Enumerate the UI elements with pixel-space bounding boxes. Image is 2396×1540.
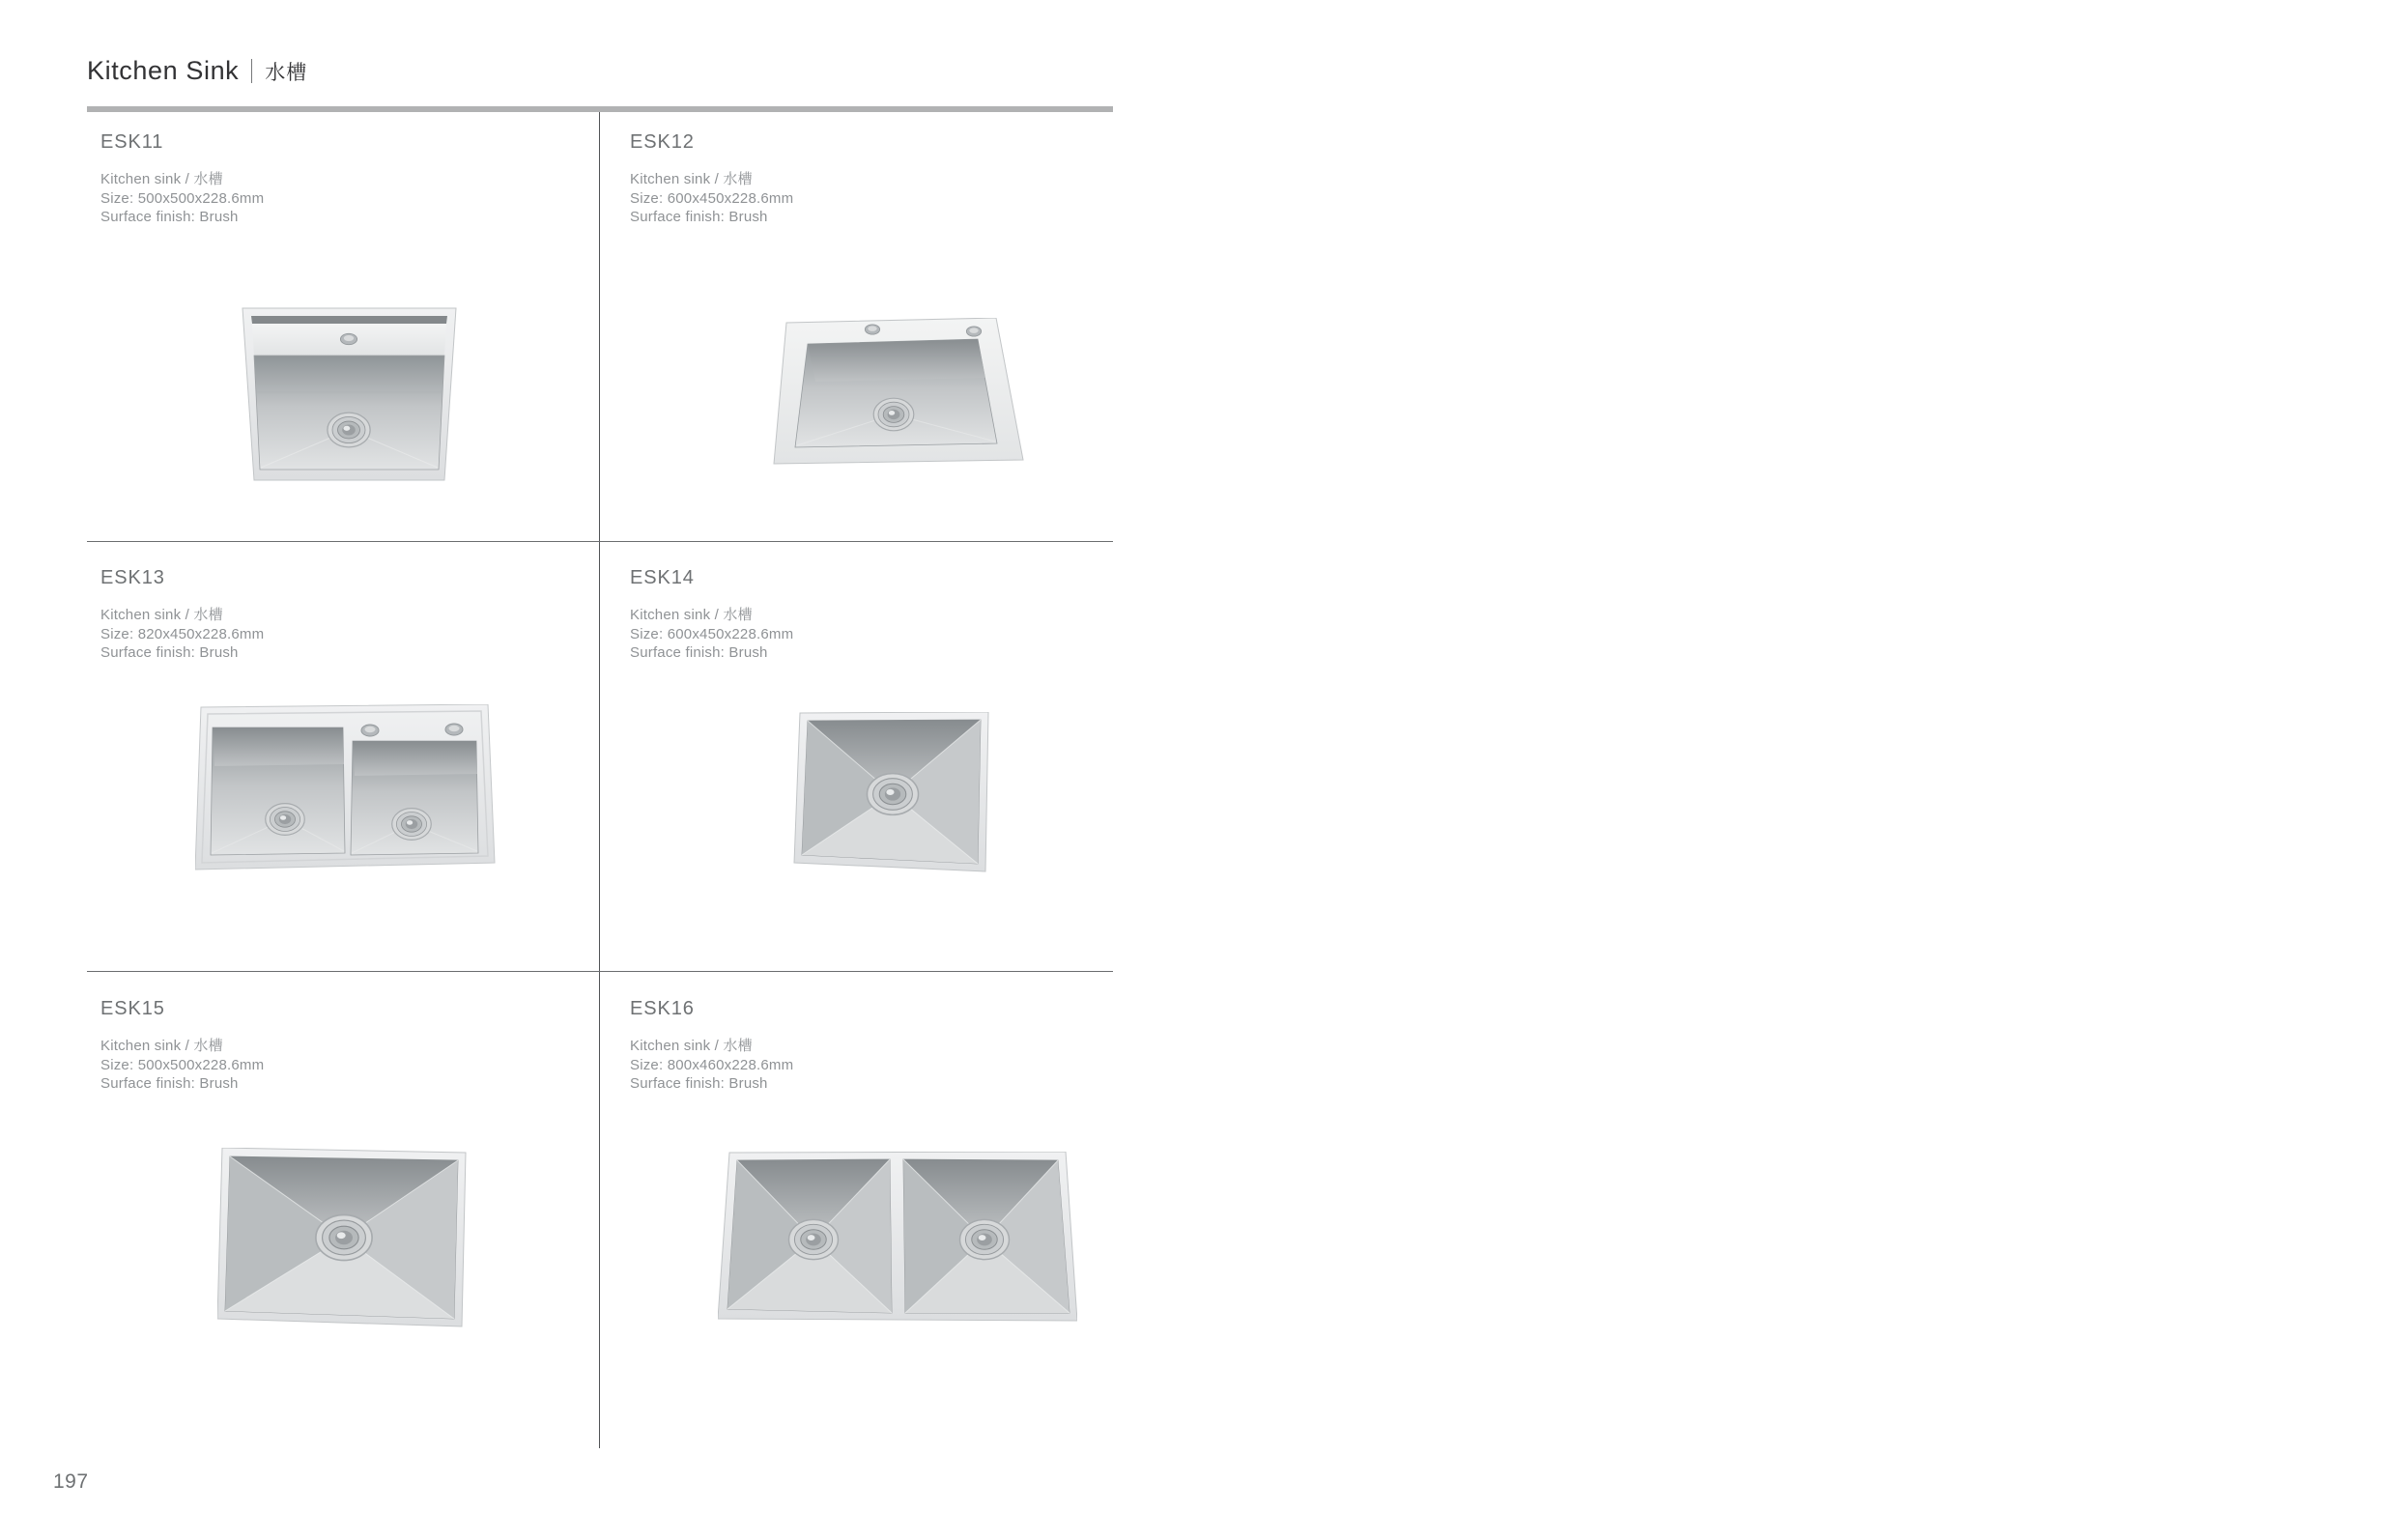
product-card-esk15	[100, 998, 264, 1094]
product-name: Kitchen sink / 水槽	[100, 171, 223, 187]
product-image-esk15	[217, 1148, 467, 1327]
product-code: ESK12	[630, 131, 695, 153]
product-size: Size: 600x450x228.6mm	[630, 189, 794, 207]
product-size: Size: 820x450x228.6mm	[100, 625, 265, 642]
product-card-esk11	[100, 131, 264, 227]
product-size: Size: 500x500x228.6mm	[100, 189, 265, 207]
product-image-esk12	[773, 318, 1024, 465]
section-rule	[87, 106, 1113, 112]
product-code: ESK13	[100, 567, 165, 588]
product-image-esk14	[792, 712, 990, 872]
product-name: Kitchen sink / 水槽	[100, 607, 223, 623]
product-finish: Surface finish: Brush	[630, 209, 768, 225]
product-image-esk11	[240, 307, 459, 481]
title-divider	[251, 59, 252, 83]
product-card-esk16	[630, 998, 793, 1094]
row-divider-line	[87, 541, 1113, 542]
row-divider-line	[87, 971, 1113, 972]
product-name: Kitchen sink / 水槽	[630, 171, 753, 187]
product-image-esk13	[195, 704, 498, 873]
product-finish: Surface finish: Brush	[100, 644, 239, 661]
page-number: 197	[53, 1470, 89, 1493]
product-code: ESK15	[100, 998, 165, 1019]
page-title	[87, 56, 307, 86]
product-size: Size: 500x500x228.6mm	[100, 1056, 265, 1073]
product-card-esk13	[100, 567, 264, 663]
product-image-esk16	[718, 1152, 1077, 1322]
product-code: ESK11	[100, 131, 164, 153]
product-name: Kitchen sink / 水槽	[100, 1038, 223, 1054]
product-name: Kitchen sink / 水槽	[630, 607, 753, 623]
product-code: ESK16	[630, 998, 695, 1019]
product-card-esk14	[630, 567, 793, 663]
product-code: ESK14	[630, 567, 695, 588]
column-divider-line	[599, 112, 600, 1448]
page-title-en: Kitchen Sink	[87, 56, 240, 85]
product-finish: Surface finish: Brush	[630, 644, 768, 661]
product-finish: Surface finish: Brush	[630, 1075, 768, 1092]
product-finish: Surface finish: Brush	[100, 209, 239, 225]
product-size: Size: 800x460x228.6mm	[630, 1056, 794, 1073]
product-size: Size: 600x450x228.6mm	[630, 625, 794, 642]
product-name: Kitchen sink / 水槽	[630, 1038, 753, 1054]
page-title-zh: 水槽	[265, 61, 308, 84]
product-finish: Surface finish: Brush	[100, 1075, 239, 1092]
product-card-esk12	[630, 131, 793, 227]
